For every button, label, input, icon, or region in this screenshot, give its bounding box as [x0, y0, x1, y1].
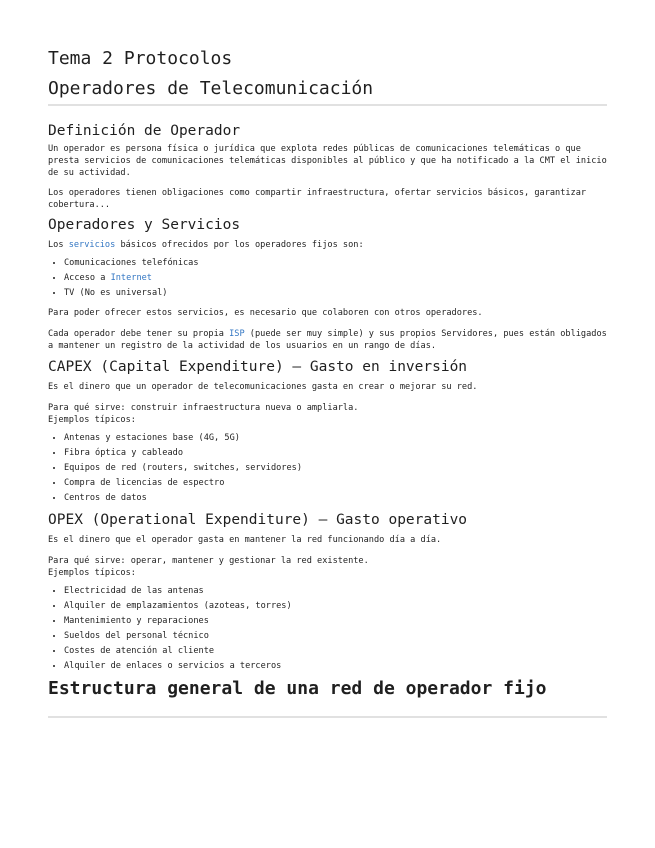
section-heading-capex: CAPEX (Capital Expenditure) – Gasto en inversión	[48, 358, 468, 375]
list-item: • Equipos de red (routers, switches, servidores)	[64, 461, 607, 476]
list-item: • Mantenimiento y reparaciones	[64, 614, 607, 629]
list-item: • Alquiler de emplazamientos (azoteas, torres)	[64, 599, 607, 614]
paragraph-opex-purpose	[48, 555, 607, 579]
text-fragment: Acceso a	[64, 273, 111, 284]
text-line: Ejemplos típicos:	[48, 568, 136, 579]
paragraph-isp	[48, 328, 607, 352]
list-item	[64, 271, 607, 286]
section-definicion	[48, 121, 607, 211]
paragraph-servicios-intro	[48, 239, 607, 251]
list-item: • Centros de datos	[64, 491, 607, 506]
text-line: Para qué sirve: operar, mantener y gestionar la red existente.	[48, 555, 369, 566]
title-divider	[48, 104, 607, 106]
paragraph-definicion: Un operador es persona física o jurídica que explota redes públicas de comunicaciones telemáticas o que presta servicios de comunicaciones telemáticas disponibles al público y que ha notificado a la CMT el inicio de su actividad.	[48, 144, 607, 179]
internet-link[interactable]: Internet	[110, 273, 152, 284]
section-estructura	[48, 677, 607, 718]
section-heading-servicios: Operadores y Servicios	[48, 217, 241, 234]
servicios-link[interactable]: servicios	[68, 240, 116, 251]
paragraph-capex-definition: Es el dinero que un operador de telecomunicaciones gasta en crear o mejorar su red.	[48, 381, 478, 392]
text-line: Ejemplos típicos:	[48, 414, 136, 425]
text-line: Para qué sirve: construir infraestructura nueva o ampliarla.	[48, 402, 359, 413]
page-title-line-2: Operadores de Telecomunicación	[48, 78, 374, 99]
paragraph-colaboren: Para poder ofrecer estos servicios, es necesario que colaboren con otros operadores.	[48, 307, 483, 318]
text-fragment: básicos ofrecidos por los operadores fijos son:	[115, 240, 364, 251]
isp-link[interactable]: ISP	[229, 329, 245, 340]
list-item: • Sueldos del personal técnico	[64, 629, 607, 644]
section-servicios	[48, 215, 607, 353]
list-item: • Fibra óptica y cableado	[64, 446, 607, 461]
section-heading-opex: OPEX (Operational Expenditure) – Gasto operativo	[48, 511, 468, 528]
list-item: • Electricidad de las antenas	[64, 584, 607, 599]
text-fragment: Los	[48, 240, 69, 251]
text-fragment: Cada operador debe tener su propia	[48, 329, 230, 340]
capex-examples-list	[48, 431, 607, 506]
list-item: • TV (No es universal)	[64, 286, 607, 301]
text-fragment: (puede ser muy simple) y sus propios Servidores, pues están obligados a mantener un registro de la actividad de los usuarios en un rango de días.	[48, 329, 607, 352]
paragraph-opex-definition: Es el dinero que el operador gasta en mantener la red funcionando día a día.	[48, 534, 442, 545]
paragraph-capex-purpose	[48, 402, 607, 426]
section-opex	[48, 510, 607, 674]
section-capex	[48, 357, 607, 506]
section-heading-definicion: Definición de Operador	[48, 123, 241, 139]
servicios-list	[48, 256, 607, 301]
opex-examples-list	[48, 584, 607, 673]
section-heading-estructura: Estructura general de una red de operador fijo	[48, 677, 547, 699]
list-item: • Alquiler de enlaces o servicios a terceros	[64, 659, 607, 674]
page-title-line-1: Tema 2 Protocolos	[48, 48, 233, 69]
list-item: • Compra de licencias de espectro	[64, 476, 607, 491]
paragraph-obligaciones: Los operadores tienen obligaciones como compartir infraestructura, ofertar servicios básicos, garantizar cobertura...	[48, 187, 587, 210]
list-item: • Antenas y estaciones base (4G, 5G)	[64, 431, 607, 446]
estructura-divider	[48, 716, 607, 718]
list-item: • Comunicaciones telefónicas	[64, 256, 607, 271]
list-item: • Costes de atención al cliente	[64, 644, 607, 659]
page-title	[48, 44, 607, 104]
